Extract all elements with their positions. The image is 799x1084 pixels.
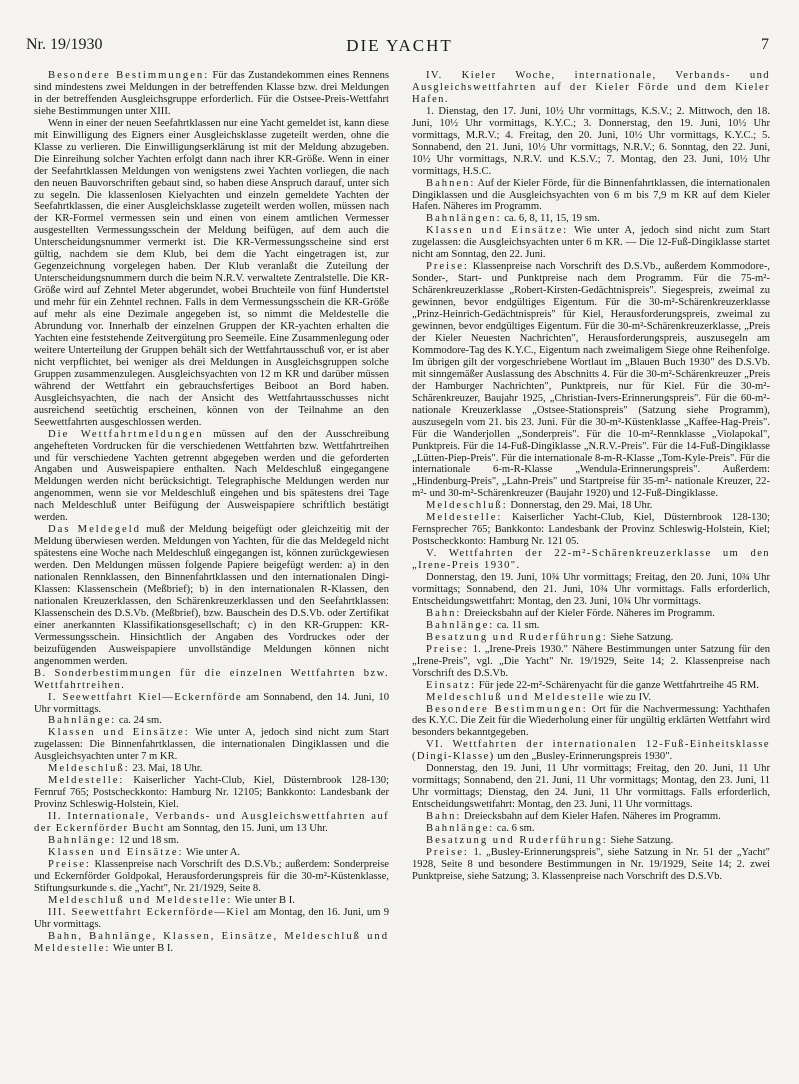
section-label: Meldeschluß: [48,763,130,775]
section-label: Besondere Bestimmungen: [426,703,588,715]
section-label: Meldeschluß: [426,500,508,512]
paragraph [412,739,770,763]
section-label: Bahnen: [426,177,476,189]
paragraph-text: am Sonnabend, den 14. Juni, 10 Uhr vormittags. [34,691,389,715]
paragraph [412,811,770,823]
paragraph-text: ca. 6, 8, 11, 15, 19 sm. [501,213,600,225]
section-label: Besatzung und Ruderführung: [426,631,608,643]
paragraph [34,907,389,931]
paragraph-text: Kaiserlicher Yacht-Club, Kiel, Düsternbrook 128-130; Fernsprecher 765; Bankkonto: Landesbank der Provinz Schleswig-Holstein, Kiel; Postscheckkonto: Hamburg Nr. 121 05. [412,512,770,548]
paragraph [412,261,770,500]
section-label: Bahnlängen: [426,213,502,225]
paragraph [34,763,389,775]
section-label: Preise: [426,643,469,655]
paragraph [412,704,770,740]
section-label: Meldeschluß und Meldestelle: [48,894,233,906]
section-label: Klassen und Einsätze: [48,727,190,739]
paragraph [34,835,389,847]
section-heading: I. Seewettfahrt Kiel—Eckernförde [48,691,242,703]
paragraph [412,512,770,548]
section-heading: III. Seewettfahrt Eckernförde—Kiel [48,906,251,918]
issue-number: Nr. 19/1930 [26,36,103,53]
section-label: Meldestelle: [48,775,125,787]
paragraph [412,608,770,620]
paragraph [412,835,770,847]
paragraph-text: Wie unter A, jedoch sind nicht zum Start zugelassen: die Ausgleichsyachten unter 6 m KR. — Die 12-Fuß-Dingiklasse startet nicht am Sonntag, den 22. Juni. [412,225,770,261]
paragraph: Donnerstag, den 19. Juni, 11 Uhr vormittags; Freitag, den 20. Juni, 11 Uhr vormittags; Sonnabend, den 21. Juni, 11 Uhr vormittags; Montag, den 23. Juni, 11 Uhr vormittags; Dienstag, den 24. Juni, 11 Uhr vormittags. Falls erforderlich, Entscheidungswettfahrt: Montag, den 23. Juni, 11 Uhr vormittags. [412,763,770,811]
paragraph-text: Für jede 22-m²-Schärenyacht für die ganze Wettfahrtreihe 45 RM. [476,679,759,691]
section-label: Meldestelle: [426,512,503,524]
paragraph-text: Ort für die Nachvermessung: Yachthafen des K.Y.C. Die Zeit für die Wiederholung einer für ungültig erklärten Wettfahrt wird besonders bekanntgegeben. [412,703,770,739]
paragraph-text: Wie unter B I. [232,894,295,906]
paragraph [412,632,770,644]
paragraph-text: ca. 6 sm. [494,823,535,835]
paragraph-text: Wie unter A. [183,846,241,858]
section-label: Preise: [48,858,91,870]
section-label: Besondere Bestimmungen: [48,70,210,81]
section-label: Bahnlänge: [48,835,117,846]
section-heading: II. Internationale, Verbands- und Ausgleichswettfahrten auf der Eckernförder Bucht [34,811,389,835]
paragraph [34,715,389,727]
paragraph [412,178,770,214]
paragraph-text: 1. „Busley-Erinnerungspreis", siehe Satzung in Nr. 51 der „Yacht" 1928, Seite 8 und besondere Bestimmungen in Nr. 19/1929, Seite 14; 2. zwei Punktpreise, siehe Satzung; 3. Klassenpreise nach Vorschrift des D.S.Vb. [412,846,770,882]
paragraph [34,70,389,118]
paragraph-text: müssen auf den der Ausschreibung angehefteten Vordrucken für die verschiedenen Wettfahrten bzw. Wettfahrtreihen und für verschiedene Yachten getrennt abgegeben werden und die geforderten Angaben und Ausweispapiere enthalten. Nach Meldeschluß eingegangene Meldungen werden nicht berücksichtigt. Telegraphische Meldungen werden nur angenommen, wenn sie vor Meldeschluß eingehen und bis spätestens drei Tage nach Meldeschluß unter Beifügung der Ausweispapiere schriftlich bestätigt werden. [34,428,389,524]
section-heading: B. Sonderbestimmungen für die einzelnen Wettfahrten bzw. Wettfahrtreihen. [34,667,389,691]
section-label: Meldeschluß und Meldestelle [426,691,606,703]
section-label: Bahn, Bahnlänge, Klassen, Einsätze, Meldeschluß und Meldestelle: [34,930,389,954]
paragraph [412,692,770,704]
paragraph-text: 12 und 18 sm. [116,835,179,846]
magazine-title: DIE YACHT [346,36,453,55]
paragraph-text: Auf der Kieler Förde, für die Binnenfahrtklassen, die internationalen Dingiklassen und die Ausgleichsyachten von 6 m bis 7,9 m KR auf dem Kieler Hafen. Näheres im Programm. [412,177,770,213]
paragraph-text: 1. „Irene-Preis 1930." Nähere Bestimmungen unter Satzung für den „Irene-Preis", vgl. „Die Yacht" Nr. 19/1929, Seite 14; 2. Klassenpreise nach Vorschrift des D.S.Vb. [412,643,770,679]
section-label: Preise: [426,846,469,858]
left-column [34,70,389,955]
paragraph [34,895,389,907]
paragraph [412,644,770,680]
paragraph [34,811,389,835]
paragraph-text: Donnerstag, den 29. Mai, 18 Uhr. [507,500,653,512]
paragraph-text: wie zu IV. [605,691,652,703]
page-header [26,36,773,58]
paragraph [412,620,770,632]
paragraph [412,500,770,512]
section-label: Bahnlänge: [48,715,117,727]
paragraph: 1. Dienstag, den 17. Juni, 10½ Uhr vormittags, K.S.V.; 2. Mittwoch, den 18. Juni, 10½ Uhr vormittags, K.Y.C.; 3. Donnerstag, den 19. Juni, 10½ Uhr vormittags, M.R.V.; 4. Freitag, den 20. Juni, 10½ Uhr vormittags, K.Y.C.; 5. Sonnabend, den 21. Juni, 10½ Uhr vormittags, N.R.V.; 6. Sonntag, den 22. Juni, 10½ Uhr vormittags, N.R.V. und K.S.V.; 7. Montag, den 23. Juni, 10½ Uhr vormittags, H.S.C. [412,105,770,177]
paragraph-text: Klassenpreise nach Vorschrift des D.S.Vb.; außerdem: Sonderpreise und Eckernförder Goldpokal, Herausforderungspreis für die 30-m²-Küstenklasse, Stiftungsurkunde s. die „Yacht", Nr. 21/1929, Seite 8. [34,858,389,894]
section-heading: V. Wettfahrten der 22-m²-Schärenkreuzerklasse um den „Irene-Preis 1930". [412,548,770,572]
section-label: Preise: [426,261,469,273]
paragraph [34,931,389,955]
paragraph-text: ca. 24 sm. [116,715,162,727]
paragraph-text: Siehe Satzung. [607,835,674,846]
right-column [412,70,770,883]
section-label: Klassen und Einsätze: [426,225,569,237]
paragraph-text: Für das Zustandekommen eines Rennens sind mindestens zwei Meldungen in der betreffenden Klasse bzw. drei Meldungen in der betreffenden Ausgleichsgruppe erforderlich. Für die Ostsee-Preis-Wettfahrt siehe Bestimmungen unter XIII. [34,70,389,117]
paragraph-text: Dreiecksbahn auf der Kieler Förde. Näheres im Programm. [461,607,715,619]
paragraph-text: um den „Busley-Erinnerungspreis 1930". [494,751,673,763]
paragraph-text: am Sonntag, den 15. Juni, um 13 Uhr. [164,823,328,835]
page-number: 7 [761,36,769,53]
paragraph [412,680,770,692]
paragraph [34,524,389,667]
section-heading: IV. Kieler Woche, internationale, Verbands- und Ausgleichswettfahrten auf der Kieler Förde und dem Kieler Hafen. [412,70,770,105]
paragraph [412,823,770,835]
paragraph-text: am Montag, den 16. Juni, um 9 Uhr vormittags. [34,906,390,930]
section-label: Bahnlänge: [426,619,495,631]
paragraph-text: muß der Meldung beigefügt oder gleichzeitig mit der Meldung überwiesen werden. Meldungen von Yachten, für die das Meldegeld nicht spätestens eine Woche nach Meldeschluß eingegangen ist, können zurückgewiesen werden. Den Meldungen müssen folgende Papiere beigefügt werden: a) in den nationalen Rennklassen, den Binnenfahrtklassen und den internationalen Dingi-Klassen: Klassenschein (Meßbrief); b) in den internationalen R-Klassen, den nationalen Kreuzerklassen, den Schärenkreuzerklassen und den Seefahrtklassen: Klassenschein des D.S.Vb. (Meßbrief), bzw. Bauschein des D.S.Vb. oder Zertifikat einer anerkannten Klassifikationsgesellschaft; c) in den KR-Gruppen: KR-Vermessungsschein. Hinsichtlich der Angaben des Vordruckes oder der beizufügenden Ausweispapiere unvollständige Meldungen können nicht angenommen werden. [34,524,389,667]
section-heading: VI. Wettfahrten der internationalen 12-Fuß-Einheitsklasse (Dingi-Klasse) [412,739,770,763]
paragraph-text: 23. Mai, 18 Uhr. [129,763,203,775]
section-label: Bahn: [426,811,462,823]
paragraph [34,692,389,716]
section-label: Bahn: [426,607,462,619]
section-label: Die Wettfahrtmeldungen [48,428,204,440]
section-label: Bahnlänge: [426,823,495,835]
paragraph [34,727,389,763]
paragraph [34,859,389,895]
paragraph: Wenn in einer der neuen Seefahrtklassen nur eine Yacht gemeldet ist, kann diese mit Einwilligung des Eigners einer Ausgleichsklasse zugeteilt werden, ohne die Klasse zu verlieren. Die Einwilligungserklärung ist mit der Meldung abzugeben. Die Einreihung solcher Yachten erfolgt dann nach ihrer KR-Größe. Wenn in einer der Seefahrtklassen Meldungen von wenigstens zwei Yachten vorliegen, die nach den neuen Bauvorschriften gebaut sind, so haben diese Anspruch darauf, unter sich zu segeln. Die klassenlosen Kielyachten und einzeln gemeldete Yachten der Seefahrtklassen, die einer Ausgleichsklasse zugeteilt werden wollen, müssen nach der KR-Formel vermessen sein und einen von einem amtlichen Vermesser ausgestellten Vermessungsschein der Meldung beifügen, auf dem auch die Unterscheidungsnummer vermerkt ist. Die KR-Vermessungsscheine sind erst gültig, nachdem sie dem Klub, bei dem die Yacht eingetragen ist, zur Gegenzeichnung vorgelegen haben. Der Klub veranlaßt die Zuteilung der Unterscheidungsnummern durch die beim N.R.V. verwaltete Zentralstelle. Die KR-Größe wird auf Zehntel Meter abgerundet, wobei Bruchteile von fünf Hundertstel und mehr für ein Zehntel rechnen. Falls in dem Vermessungsschein die KR-Größe auf mehr als eine Dezimale angegeben ist, so nimmt die Meldestelle die Abrundung vor. Innerhalb der einzelnen Gruppen der KR-yachten erhalten die Yachten eine feststehende Zeitvergütung pro Seemeile. Eine Zusammenlegung oder weitere Unterteilung der Gruppen behält sich der Wettfahrtausschuß vor, er ist aber nicht verpflichtet, bei weniger als drei Meldungen in Ausgleichsgruppen solche Gruppen zusammenzulegen. Ausgleichsyachten von 12 m KR und darüber müssen während der Wettfahrt ein gebrauchsfertiges Beiboot an Bord haben. Ausgleichsyachten, die nach der Ansicht des Wettfahrtausschusses nicht ausreichend seetüchtig erscheinen, können von der Teilnahme an den Seewettfahrten ausgeschlossen werden. [34,117,389,428]
paragraph-text: Kaiserlicher Yacht-Club, Kiel, Düsternbrook 128-130; Fernruf 765; Postscheckkonto: Hamburg Nr. 12105; Bankkonto: Landesbank der Provinz Schleswig-Holstein, Kiel. [34,775,389,811]
paragraph-text: ca. 11 sm. [494,619,540,631]
paragraph-text: Klassenpreise nach Vorschrift des D.S.Vb., außerdem Kommodore-, Sonder-, Start- und Punktpreise nach dem Programm. Für die 75-m²-Schärenkreuzerklasse „Robert-Kirsten-Gedächtnispreis". Siegespreis, zweimal zu gewinnen, bevor endgültiges Eigentum. Für die 30-m²-Schärenkreuzerklasse „Prinz-Heinrich-Gedächtnispreis" für Kiel, Herausforderungspreis, zweimal zu gewinnen, bevor endgültiges Eigentum. Für die 30-m²-Schärenkreuzerklasse, „Preis der Kieler Neuesten Nachrichten", Herausforderungspreis, auszusegeln am Kommodore-Tag des K.Y.C., Eigentum nach zweimaligem Siege ohne Reihenfolge. Im übrigen gilt der vorgeschriebene Wortlaut im „Blauen Buch 1930" des D.S.Vb. mit sinngemäßer Auslassung des Abschnitts 4. Für die 30-m²-Schärenkreuzer „Preis der Hamburger Nachrichten", Punktpreis, nur für Kiel. Für die 30-m²-Schärenkreuzer, Baujahr 1925, „Christian-Ivers-Erinnerungspreis". Für die 60-m²- nationale Kreuzerklasse „Ostsee-Stationspreis" (Satzung siehe Programm), auszusegeln vom 21. bis 23. Juni. Für die 30-m²-Küstenklasse „Kaffee-Hag-Preis". Für die Wanderjollen „Sonderpreis". Für die 10-m²-Rennklasse „Violapokal", Punktpreis. Für die 14-Fuß-Dingiklasse „N.R.V.-Preis". Für die 14-Fuß-Dingiklasse „Lütten-Piep-Preis". Für die internationale 8-m-R-Klasse „Tom-Kyle-Preis". Für die internationale 6-m-R-Klasse „Wendula-Erinnerungspreis". Außerdem: „Hindenburg-Preis", „Lahn-Preis" und Startpreise für 35-m²- nationale Kreuzer, 22-m²- und 30-m²-Schärenkreuzer (Baujahr 1920) und 12-Fuß-Dingiklasse. [412,261,770,500]
section-label: Das Meldegeld [48,524,141,536]
paragraph: Donnerstag, den 19. Juni, 10¾ Uhr vormittags; Freitag, den 20. Juni, 10¾ Uhr vormittags; Sonnabend, den 21. Juni, 10¾ Uhr vormittags. Falls erforderlich, Entscheidungswettfahrt: Montag, den 23. Juni, 10¾ Uhr vormittags. [412,572,770,607]
paragraph [412,847,770,883]
section-label: Einsatz: [426,679,477,691]
paragraph-text: Wie unter A, jedoch sind nicht zum Start zugelassen: Die Binnenfahrtklassen, die internationalen Dingiklassen und die Ausgleichsyachten unter 7 m KR. [34,727,389,763]
paragraph [34,847,389,859]
section-label: Klassen und Einsätze: [48,846,184,858]
section-label: Besatzung und Ruderführung: [426,835,608,846]
paragraph-text: Wie unter B I. [110,942,174,954]
paragraph [412,213,770,225]
paragraph [34,775,389,811]
paragraph [412,225,770,261]
paragraph-text: Siehe Satzung. [607,631,674,643]
paragraph [34,429,389,525]
paragraph-text: Dreiecksbahn auf dem Kieler Hafen. Näheres im Programm. [461,811,721,823]
